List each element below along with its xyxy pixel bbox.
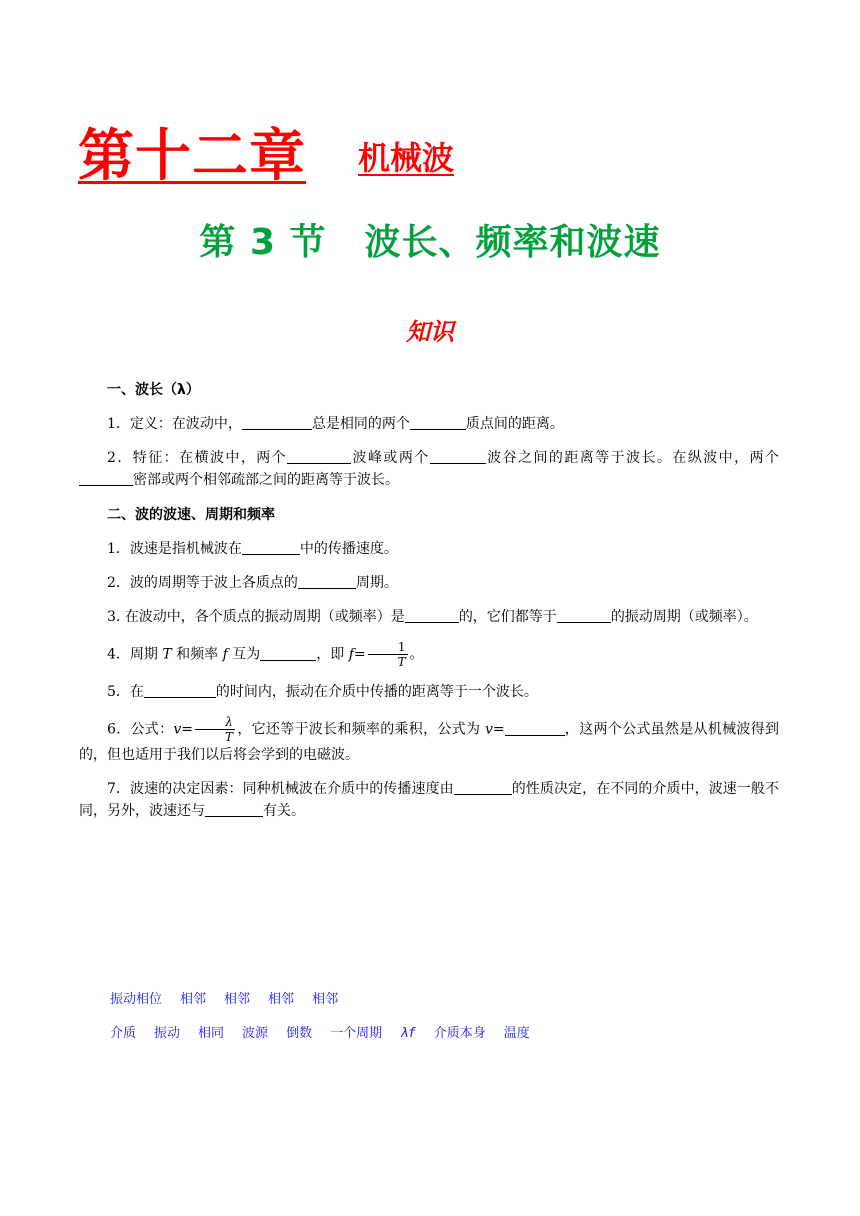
part2-item2: 2．波的周期等于波上各质点的 周期。 [107, 575, 398, 591]
part2-item4: 4．周期 T 和频率 f 互为 ，即 f= $\frac{1}{T}$ 。 [107, 640, 424, 669]
answer: 相同 [198, 1026, 225, 1041]
part2-item5: 5．在 的时间内，振动在介质中传播的距离等于一个波长。 [107, 684, 538, 700]
content-body [79, 378, 779, 834]
answers-line-2 [110, 1022, 548, 1041]
answer: 介质 [110, 1026, 137, 1041]
answer: 相邻 [180, 992, 207, 1007]
answer: 波源 [242, 1026, 269, 1041]
fill-blank[interactable] [505, 721, 565, 736]
chapter-number: 第十二章 [78, 124, 306, 189]
fill-blank[interactable] [242, 540, 300, 555]
part2-item7: 7．波速的决定因素：同种机械波在介质中的传播速度由 的性质决定，在不同的介质中，波速一般不同，另外，波速还与 有关。 [79, 781, 780, 819]
fill-blank[interactable] [79, 471, 133, 486]
fill-blank[interactable] [144, 683, 216, 698]
fill-blank[interactable] [242, 415, 312, 430]
answer: 相邻 [268, 992, 295, 1007]
section-title [0, 214, 860, 265]
fill-blank[interactable] [298, 574, 356, 589]
chapter-title [78, 112, 454, 192]
knowledge-heading: 知识 [406, 318, 454, 346]
answer: λf [400, 1026, 416, 1041]
fill-blank[interactable] [405, 608, 459, 623]
section-name: 波长、频率和波速 [364, 222, 661, 263]
section-number: 第 3 节 [199, 222, 327, 263]
answers-line-1 [110, 988, 356, 1007]
answer: 振动相位 [110, 992, 163, 1007]
chapter-name: 机械波 [358, 139, 455, 177]
part2-heading: 二、波的波速、周期和频率 [107, 507, 275, 523]
answer: 一个周期 [330, 1026, 383, 1041]
fill-blank[interactable] [557, 608, 611, 623]
fill-blank[interactable] [410, 415, 466, 430]
part1-heading: 一、波长（λ） [107, 382, 200, 398]
fill-blank[interactable] [260, 646, 316, 661]
part2-item1: 1．波速是指机械波在 中的传播速度。 [107, 541, 398, 557]
answer: 振动 [154, 1026, 181, 1041]
answer: 倒数 [286, 1026, 313, 1041]
fraction: $\frac{\lambda}{T}$ [195, 715, 235, 744]
answer: 温度 [503, 1026, 530, 1041]
part2-item6: 6．公式：v= $\frac{\lambda}{T}$ ，它还等于波长和频率的乘积，公式为 v= ，这两个公式虽然是从机械波得到的，但也适用于我们以后将会学到的电磁波。 [79, 715, 779, 763]
fill-blank[interactable] [205, 802, 263, 817]
part2-item3: 3. 在波动中，各个质点的振动周期（或频率）是 的，它们都等于 的振动周期（或频率）。 [107, 609, 758, 625]
fill-blank[interactable] [454, 780, 512, 795]
fill-blank[interactable] [430, 449, 486, 464]
answer: 相邻 [312, 992, 339, 1007]
fraction: $\frac{1}{T}$ [368, 640, 408, 669]
answer: 相邻 [224, 992, 251, 1007]
answer: 介质本身 [433, 1026, 486, 1041]
part1-item1: 1．定义：在波动中， 总是相同的两个 质点间的距离。 [107, 416, 564, 432]
part1-item2: 2．特征：在横波中，两个 波峰或两个 波谷之间的距离等于波长。在纵波中，两个密部或两个相邻疏部之间的距离等于波长。 [79, 447, 779, 491]
fill-blank[interactable] [287, 449, 351, 464]
